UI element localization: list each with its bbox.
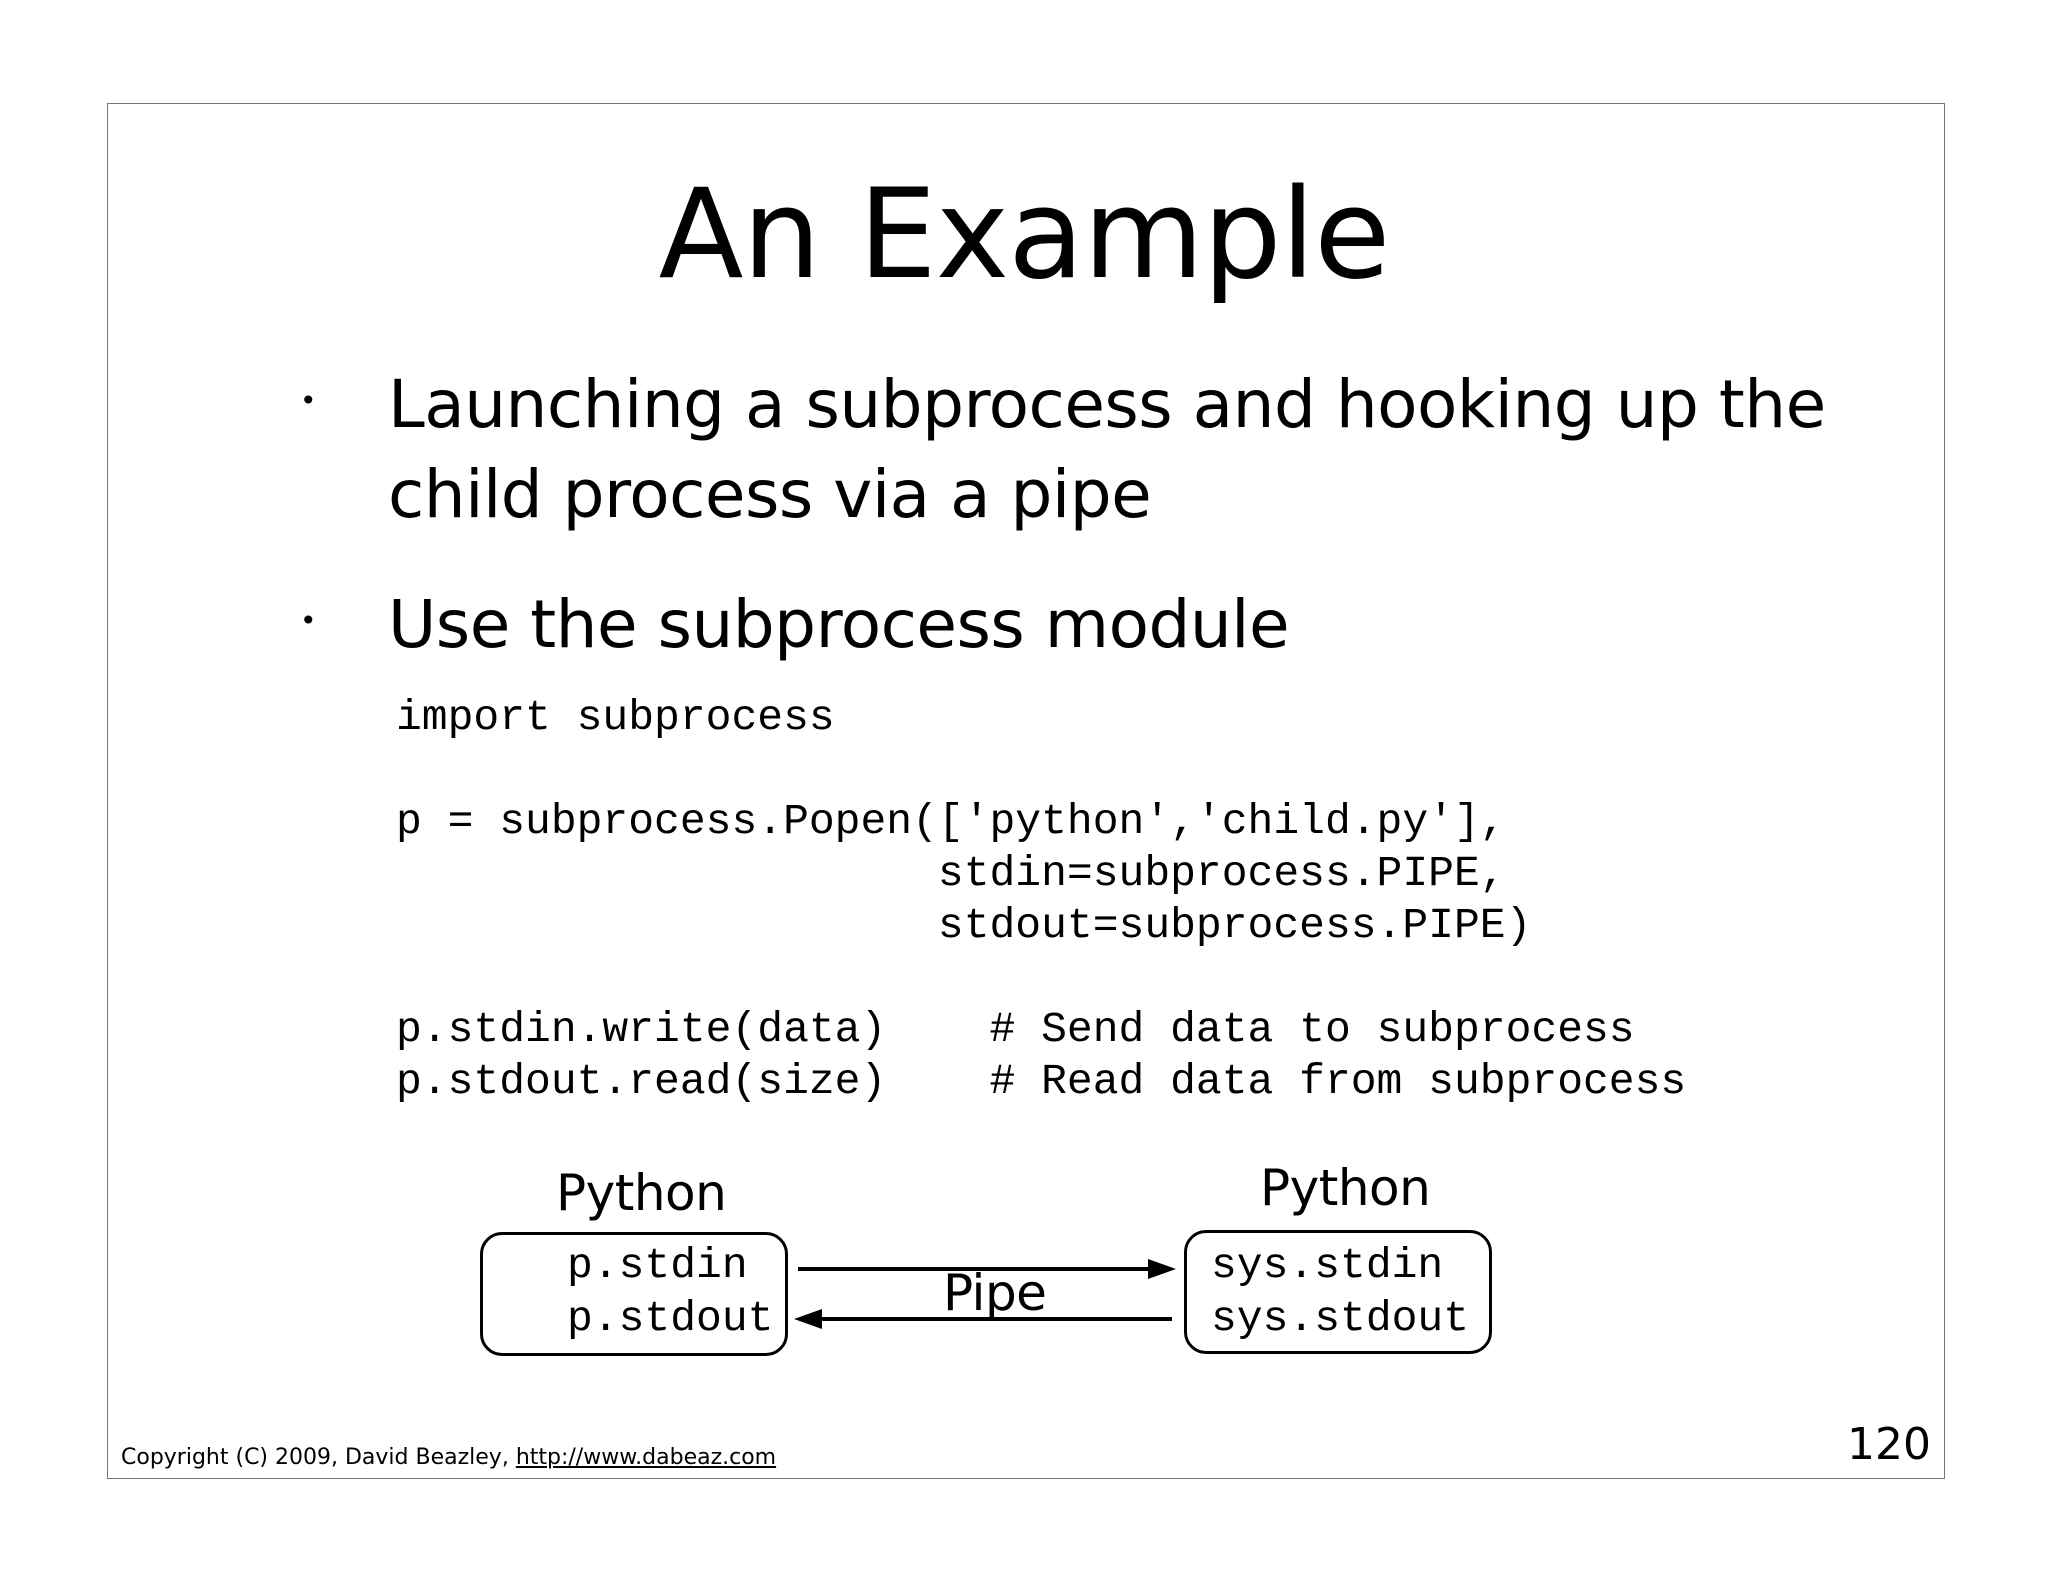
- bullet-marker: •: [300, 604, 317, 637]
- website-link[interactable]: http://www.dabeaz.com: [515, 1445, 777, 1470]
- footer: [121, 1444, 776, 1472]
- bullet-2-line-1: Use the subprocess module: [388, 586, 1290, 663]
- bullet-1-line-1: Launching a subprocess and hooking up the: [388, 366, 1826, 443]
- right-process-label: Python: [1260, 1159, 1431, 1217]
- bullet-1: [388, 360, 1868, 540]
- right-process-box: [1184, 1230, 1492, 1354]
- left-process-stdin: p.stdin: [567, 1241, 748, 1290]
- slide-title: An Example: [658, 163, 1390, 307]
- bullet-marker: •: [300, 384, 317, 417]
- code-block: import subprocess p = subprocess.Popen(['python','child.py'], stdin=subprocess.PIPE, stdout=subprocess.PIPE) p.stdin.write(data) # Send data to subprocess p.stdout.read(size) # Read data from subprocess: [396, 693, 1687, 1106]
- left-process-label: Python: [556, 1164, 727, 1222]
- arrow-to-child-head: [1148, 1259, 1176, 1279]
- arrow-to-parent-head: [794, 1309, 822, 1329]
- right-process-stdout: sys.stdout: [1211, 1294, 1470, 1343]
- left-process-stdout: p.stdout: [567, 1294, 774, 1343]
- page-number: 120: [1847, 1419, 1931, 1470]
- bullet-2: [388, 580, 1868, 670]
- right-process-stdin: sys.stdin: [1211, 1241, 1444, 1290]
- copyright-text: Copyright (C) 2009, David Beazley,: [121, 1445, 516, 1470]
- pipe-label: Pipe: [943, 1264, 1047, 1322]
- bullet-1-line-2: child process via a pipe: [388, 456, 1152, 533]
- left-process-box: [480, 1232, 788, 1356]
